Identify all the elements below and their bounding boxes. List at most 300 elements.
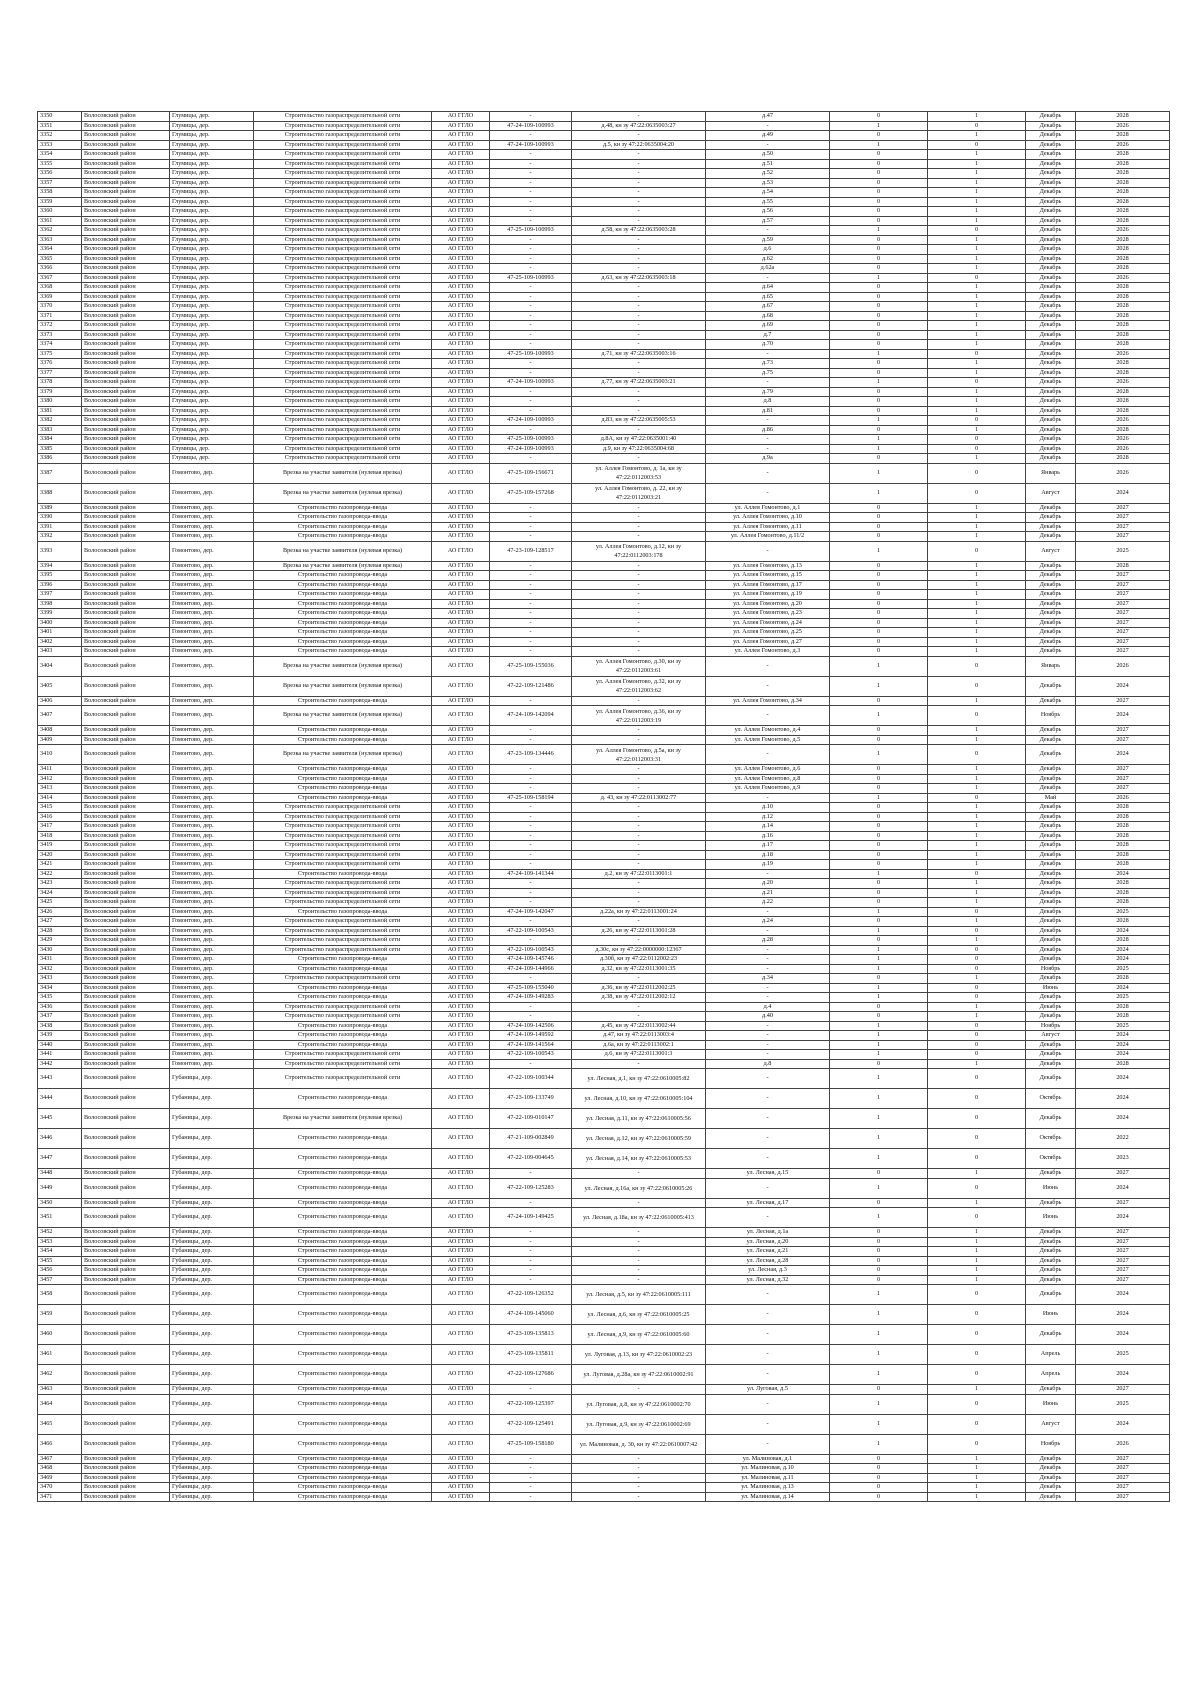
application-number-cell: 47-22-109-100543 xyxy=(490,1050,572,1060)
work-type-cell: Строительство газопровода-ввода xyxy=(254,637,432,647)
year-cell: 2028 xyxy=(1076,1012,1170,1022)
district-cell: Волосовский район xyxy=(82,1169,170,1179)
count-with-contract-cell: 0 xyxy=(830,292,928,302)
count-without-contract-cell: 0 xyxy=(928,1129,1026,1149)
cadastral-address-cell: ул. Лесная, д.18а, кн зу 47:22:0610005:413 xyxy=(572,1208,706,1228)
district-cell: Волосовский район xyxy=(82,264,170,274)
work-type-cell: Строительство газопровода-ввода xyxy=(254,726,432,736)
organization-cell: АО ГГЛО xyxy=(432,879,490,889)
count-with-contract-cell: 1 xyxy=(830,1050,928,1060)
application-number-cell: - xyxy=(490,1228,572,1238)
count-without-contract-cell: 0 xyxy=(928,706,1026,726)
district-cell: Волосовский район xyxy=(82,1483,170,1493)
year-cell: 2028 xyxy=(1076,406,1170,416)
count-without-contract-cell: 1 xyxy=(928,647,1026,657)
application-number-cell: - xyxy=(490,765,572,775)
settlement-cell: Глумицы, дер. xyxy=(170,169,254,179)
settlement-cell: Глумицы, дер. xyxy=(170,140,254,150)
table-row xyxy=(38,860,1170,870)
application-number-cell: - xyxy=(490,197,572,207)
cadastral-address-cell: - xyxy=(572,888,706,898)
cadastral-address-cell: - xyxy=(572,590,706,600)
house-address-cell: д.40 xyxy=(706,1012,830,1022)
count-with-contract-cell: 1 xyxy=(830,676,928,696)
count-without-contract-cell: 1 xyxy=(928,513,1026,523)
house-address-cell: ул. Аллея Гомонтово, д.10 xyxy=(706,513,830,523)
month-cell: Декабрь xyxy=(1026,1228,1076,1238)
row-number-cell: 3404 xyxy=(38,656,82,676)
district-cell: Волосовский район xyxy=(82,302,170,312)
row-number-cell: 3461 xyxy=(38,1345,82,1365)
year-cell: 2027 xyxy=(1076,1275,1170,1285)
application-number-cell: 47-24-109-141564 xyxy=(490,1040,572,1050)
month-cell: Декабрь xyxy=(1026,1050,1076,1060)
cadastral-address-cell: - xyxy=(572,637,706,647)
month-cell: Декабрь xyxy=(1026,879,1076,889)
settlement-cell: Гомонтово, дер. xyxy=(170,898,254,908)
row-number-cell: 3410 xyxy=(38,745,82,765)
table-row xyxy=(38,321,1170,331)
count-with-contract-cell: 1 xyxy=(830,483,928,503)
month-cell: Июнь xyxy=(1026,983,1076,993)
table-row xyxy=(38,1266,1170,1276)
house-address-cell: ул. Малиновая, д.13 xyxy=(706,1483,830,1493)
application-number-cell: - xyxy=(490,850,572,860)
settlement-cell: Гомонтово, дер. xyxy=(170,656,254,676)
work-type-cell: Строительство газораспределительной сети xyxy=(254,850,432,860)
organization-cell: АО ГГЛО xyxy=(432,131,490,141)
organization-cell: АО ГГЛО xyxy=(432,1040,490,1050)
organization-cell: АО ГГЛО xyxy=(432,283,490,293)
district-cell: Волосовский район xyxy=(82,1237,170,1247)
count-without-contract-cell: 0 xyxy=(928,1414,1026,1434)
row-number-cell: 3408 xyxy=(38,726,82,736)
row-number-cell: 3403 xyxy=(38,647,82,657)
count-with-contract-cell: 1 xyxy=(830,1129,928,1149)
row-number-cell: 3391 xyxy=(38,522,82,532)
row-number-cell: 3371 xyxy=(38,311,82,321)
organization-cell: АО ГГЛО xyxy=(432,513,490,523)
district-cell: Волосовский район xyxy=(82,706,170,726)
settlement-cell: Гомонтово, дер. xyxy=(170,974,254,984)
cadastral-address-cell: - xyxy=(572,765,706,775)
settlement-cell: Губаницы, дер. xyxy=(170,1492,254,1502)
year-cell: 2027 xyxy=(1076,571,1170,581)
work-type-cell: Строительство газопровода-ввода xyxy=(254,599,432,609)
count-with-contract-cell: 0 xyxy=(830,1228,928,1238)
work-type-cell: Врезка на участке заявителя (нулевая врезка) xyxy=(254,706,432,726)
year-cell: 2024 xyxy=(1076,926,1170,936)
cadastral-address-cell: - xyxy=(572,169,706,179)
organization-cell: АО ГГЛО xyxy=(432,609,490,619)
count-without-contract-cell: 0 xyxy=(928,1305,1026,1325)
count-with-contract-cell: 0 xyxy=(830,888,928,898)
house-address-cell: - xyxy=(706,140,830,150)
cadastral-address-cell: - xyxy=(572,1266,706,1276)
count-with-contract-cell: 0 xyxy=(830,330,928,340)
row-number-cell: 3401 xyxy=(38,628,82,638)
count-without-contract-cell: 0 xyxy=(928,121,1026,131)
count-without-contract-cell: 1 xyxy=(928,522,1026,532)
work-type-cell: Строительство газораспределительной сети xyxy=(254,974,432,984)
settlement-cell: Гомонтово, дер. xyxy=(170,522,254,532)
cadastral-address-cell: - xyxy=(572,784,706,794)
organization-cell: АО ГГЛО xyxy=(432,812,490,822)
year-cell: 2028 xyxy=(1076,321,1170,331)
table-row xyxy=(38,590,1170,600)
count-without-contract-cell: 0 xyxy=(928,993,1026,1003)
house-address-cell: - xyxy=(706,1129,830,1149)
cadastral-address-cell: ул. Луговая, д.9, кн зу 47:22:0610002:69 xyxy=(572,1414,706,1434)
count-with-contract-cell: 0 xyxy=(830,726,928,736)
settlement-cell: Губаницы, дер. xyxy=(170,1089,254,1109)
month-cell: Декабрь xyxy=(1026,869,1076,879)
organization-cell: АО ГГЛО xyxy=(432,1089,490,1109)
application-number-cell: - xyxy=(490,580,572,590)
district-cell: Волосовский район xyxy=(82,503,170,513)
work-type-cell: Строительство газораспределительной сети xyxy=(254,302,432,312)
count-without-contract-cell: 1 xyxy=(928,1169,1026,1179)
count-with-contract-cell: 0 xyxy=(830,1275,928,1285)
application-number-cell: 47-25-109-100993 xyxy=(490,435,572,445)
work-type-cell: Строительство газораспределительной сети xyxy=(254,831,432,841)
table-row xyxy=(38,812,1170,822)
organization-cell: АО ГГЛО xyxy=(432,955,490,965)
month-cell: Декабрь xyxy=(1026,121,1076,131)
year-cell: 2027 xyxy=(1076,1464,1170,1474)
organization-cell: АО ГГЛО xyxy=(432,1473,490,1483)
month-cell: Декабрь xyxy=(1026,273,1076,283)
work-type-cell: Строительство газопровода-ввода xyxy=(254,765,432,775)
count-without-contract-cell: 0 xyxy=(928,656,1026,676)
month-cell: Декабрь xyxy=(1026,745,1076,765)
month-cell: Декабрь xyxy=(1026,140,1076,150)
row-number-cell: 3379 xyxy=(38,387,82,397)
count-without-contract-cell: 1 xyxy=(928,1483,1026,1493)
district-cell: Волосовский район xyxy=(82,696,170,706)
row-number-cell: 3432 xyxy=(38,964,82,974)
work-type-cell: Строительство газораспределительной сети xyxy=(254,254,432,264)
district-cell: Волосовский район xyxy=(82,812,170,822)
cadastral-address-cell: - xyxy=(572,609,706,619)
table-row xyxy=(38,656,1170,676)
row-number-cell: 3446 xyxy=(38,1129,82,1149)
application-number-cell: 47-21-109-002849 xyxy=(490,1129,572,1149)
district-cell: Волосовский район xyxy=(82,349,170,359)
organization-cell: АО ГГЛО xyxy=(432,416,490,426)
district-cell: Волосовский район xyxy=(82,1492,170,1502)
district-cell: Волосовский район xyxy=(82,869,170,879)
table-row xyxy=(38,879,1170,889)
house-address-cell: д.16 xyxy=(706,831,830,841)
cadastral-address-cell: - xyxy=(572,571,706,581)
application-number-cell: 47-25-109-100993 xyxy=(490,349,572,359)
count-without-contract-cell: 0 xyxy=(928,793,1026,803)
house-address-cell: д.62а xyxy=(706,264,830,274)
year-cell: 2027 xyxy=(1076,1237,1170,1247)
settlement-cell: Гомонтово, дер. xyxy=(170,841,254,851)
row-number-cell: 3360 xyxy=(38,207,82,217)
house-address-cell: - xyxy=(706,541,830,561)
count-without-contract-cell: 1 xyxy=(928,571,1026,581)
application-number-cell: - xyxy=(490,188,572,198)
application-number-cell: - xyxy=(490,917,572,927)
settlement-cell: Губаницы, дер. xyxy=(170,1483,254,1493)
count-with-contract-cell: 0 xyxy=(830,264,928,274)
organization-cell: АО ГГЛО xyxy=(432,1208,490,1228)
month-cell: Ноябрь xyxy=(1026,964,1076,974)
work-type-cell: Строительство газораспределительной сети xyxy=(254,1059,432,1069)
month-cell: Декабрь xyxy=(1026,955,1076,965)
count-with-contract-cell: 0 xyxy=(830,159,928,169)
work-type-cell: Строительство газопровода-ввода xyxy=(254,696,432,706)
year-cell: 2026 xyxy=(1076,1434,1170,1454)
application-number-cell: - xyxy=(490,159,572,169)
month-cell: Декабрь xyxy=(1026,150,1076,160)
cadastral-address-cell: ул. Аллея Гомонтово, д. 22, кн зу 47:22:0112003:21 xyxy=(572,483,706,503)
row-number-cell: 3358 xyxy=(38,188,82,198)
cadastral-address-cell: ул. Аллея Гомонтово, д. 1а, кн зу 47:22:0112003:53 xyxy=(572,463,706,483)
row-number-cell: 3383 xyxy=(38,425,82,435)
row-number-cell: 3450 xyxy=(38,1198,82,1208)
district-cell: Волосовский район xyxy=(82,283,170,293)
organization-cell: АО ГГЛО xyxy=(432,1012,490,1022)
district-cell: Волосовский район xyxy=(82,463,170,483)
table-row xyxy=(38,936,1170,946)
cadastral-address-cell: - xyxy=(572,1492,706,1502)
house-address-cell: - xyxy=(706,1394,830,1414)
work-type-cell: Строительство газораспределительной сети xyxy=(254,917,432,927)
month-cell: Декабрь xyxy=(1026,1385,1076,1395)
house-address-cell: д.7 xyxy=(706,330,830,340)
application-number-cell: 47-23-109-133749 xyxy=(490,1089,572,1109)
count-with-contract-cell: 0 xyxy=(830,571,928,581)
application-number-cell: - xyxy=(490,1464,572,1474)
cadastral-address-cell: д.48, кн зу 47:22:0635003:27 xyxy=(572,121,706,131)
house-address-cell: - xyxy=(706,444,830,454)
count-without-contract-cell: 1 xyxy=(928,1247,1026,1257)
cadastral-address-cell: - xyxy=(572,368,706,378)
application-number-cell: - xyxy=(490,503,572,513)
table-row xyxy=(38,580,1170,590)
count-with-contract-cell: 0 xyxy=(830,340,928,350)
count-without-contract-cell: 1 xyxy=(928,387,1026,397)
organization-cell: АО ГГЛО xyxy=(432,590,490,600)
organization-cell: АО ГГЛО xyxy=(432,561,490,571)
organization-cell: АО ГГЛО xyxy=(432,311,490,321)
work-type-cell: Строительство газопровода-ввода xyxy=(254,793,432,803)
cadastral-address-cell: - xyxy=(572,1169,706,1179)
house-address-cell: - xyxy=(706,121,830,131)
count-without-contract-cell: 1 xyxy=(928,879,1026,889)
count-with-contract-cell: 0 xyxy=(830,1454,928,1464)
district-cell: Волосовский район xyxy=(82,1198,170,1208)
cadastral-address-cell: - xyxy=(572,1059,706,1069)
table-row xyxy=(38,349,1170,359)
month-cell: Декабрь xyxy=(1026,888,1076,898)
row-number-cell: 3368 xyxy=(38,283,82,293)
district-cell: Волосовский район xyxy=(82,454,170,464)
work-type-cell: Врезка на участке заявителя (нулевая врезка) xyxy=(254,745,432,765)
year-cell: 2028 xyxy=(1076,561,1170,571)
organization-cell: АО ГГЛО xyxy=(432,387,490,397)
count-with-contract-cell: 0 xyxy=(830,112,928,122)
organization-cell: АО ГГЛО xyxy=(432,907,490,917)
row-number-cell: 3369 xyxy=(38,292,82,302)
settlement-cell: Гомонтово, дер. xyxy=(170,784,254,794)
cadastral-address-cell: - xyxy=(572,406,706,416)
count-without-contract-cell: 1 xyxy=(928,340,1026,350)
application-number-cell: 47-24-109-149283 xyxy=(490,993,572,1003)
count-with-contract-cell: 1 xyxy=(830,1414,928,1434)
application-number-cell: 47-23-109-135813 xyxy=(490,1325,572,1345)
cadastral-address-cell: - xyxy=(572,1002,706,1012)
work-type-cell: Строительство газопровода-ввода xyxy=(254,1247,432,1257)
table-row xyxy=(38,765,1170,775)
count-without-contract-cell: 1 xyxy=(928,1198,1026,1208)
cadastral-address-cell: - xyxy=(572,197,706,207)
table-row xyxy=(38,454,1170,464)
settlement-cell: Гомонтово, дер. xyxy=(170,590,254,600)
house-address-cell: д.62 xyxy=(706,254,830,264)
cadastral-address-cell: - xyxy=(572,454,706,464)
work-type-cell: Строительство газораспределительной сети xyxy=(254,1050,432,1060)
district-cell: Волосовский район xyxy=(82,1089,170,1109)
district-cell: Волосовский район xyxy=(82,1473,170,1483)
organization-cell: АО ГГЛО xyxy=(432,522,490,532)
count-with-contract-cell: 1 xyxy=(830,983,928,993)
count-without-contract-cell: 1 xyxy=(928,898,1026,908)
year-cell: 2027 xyxy=(1076,1169,1170,1179)
application-number-cell: - xyxy=(490,311,572,321)
settlement-cell: Глумицы, дер. xyxy=(170,283,254,293)
row-number-cell: 3458 xyxy=(38,1285,82,1305)
application-number-cell: - xyxy=(490,1275,572,1285)
count-with-contract-cell: 0 xyxy=(830,637,928,647)
row-number-cell: 3420 xyxy=(38,850,82,860)
organization-cell: АО ГГЛО xyxy=(432,1228,490,1238)
application-number-cell: 47-25-109-158180 xyxy=(490,1434,572,1454)
organization-cell: АО ГГЛО xyxy=(432,1198,490,1208)
month-cell: Декабрь xyxy=(1026,169,1076,179)
organization-cell: АО ГГЛО xyxy=(432,169,490,179)
row-number-cell: 3364 xyxy=(38,245,82,255)
district-cell: Волосовский район xyxy=(82,917,170,927)
application-number-cell: 47-22-109-010147 xyxy=(490,1109,572,1129)
district-cell: Волосовский район xyxy=(82,1305,170,1325)
month-cell: Декабрь xyxy=(1026,1492,1076,1502)
organization-cell: АО ГГЛО xyxy=(432,599,490,609)
cadastral-address-cell: д.9, кн зу 47:22:0635004:68 xyxy=(572,444,706,454)
count-without-contract-cell: 1 xyxy=(928,425,1026,435)
count-with-contract-cell: 0 xyxy=(830,609,928,619)
application-number-cell: - xyxy=(490,207,572,217)
table-row xyxy=(38,541,1170,561)
application-number-cell: - xyxy=(490,822,572,832)
settlement-cell: Губаницы, дер. xyxy=(170,1069,254,1089)
cadastral-address-cell: - xyxy=(572,1464,706,1474)
organization-cell: АО ГГЛО xyxy=(432,571,490,581)
settlement-cell: Глумицы, дер. xyxy=(170,245,254,255)
count-with-contract-cell: 0 xyxy=(830,1012,928,1022)
organization-cell: АО ГГЛО xyxy=(432,726,490,736)
settlement-cell: Гомонтово, дер. xyxy=(170,532,254,542)
house-address-cell: - xyxy=(706,656,830,676)
month-cell: Декабрь xyxy=(1026,1464,1076,1474)
settlement-cell: Глумицы, дер. xyxy=(170,112,254,122)
application-number-cell: - xyxy=(490,264,572,274)
settlement-cell: Губаницы, дер. xyxy=(170,1266,254,1276)
settlement-cell: Гомонтово, дер. xyxy=(170,647,254,657)
organization-cell: АО ГГЛО xyxy=(432,784,490,794)
count-without-contract-cell: 1 xyxy=(928,974,1026,984)
count-with-contract-cell: 0 xyxy=(830,1237,928,1247)
count-with-contract-cell: 0 xyxy=(830,283,928,293)
year-cell: 2028 xyxy=(1076,112,1170,122)
organization-cell: АО ГГЛО xyxy=(432,676,490,696)
house-address-cell: - xyxy=(706,463,830,483)
row-number-cell: 3395 xyxy=(38,571,82,581)
row-number-cell: 3430 xyxy=(38,945,82,955)
house-address-cell: ул. Аллея Гомонтово, д.6 xyxy=(706,765,830,775)
count-without-contract-cell: 0 xyxy=(928,1149,1026,1169)
cadastral-address-cell: - xyxy=(572,216,706,226)
cadastral-address-cell: - xyxy=(572,188,706,198)
house-address-cell: д.9а xyxy=(706,454,830,464)
house-address-cell: д.81 xyxy=(706,406,830,416)
application-number-cell: - xyxy=(490,1237,572,1247)
organization-cell: АО ГГЛО xyxy=(432,235,490,245)
table-row xyxy=(38,1275,1170,1285)
work-type-cell: Строительство газопровода-ввода xyxy=(254,532,432,542)
application-number-cell: - xyxy=(490,628,572,638)
row-number-cell: 3370 xyxy=(38,302,82,312)
work-type-cell: Строительство газораспределительной сети xyxy=(254,387,432,397)
organization-cell: АО ГГЛО xyxy=(432,983,490,993)
work-type-cell: Строительство газопровода-ввода xyxy=(254,1031,432,1041)
district-cell: Волосовский район xyxy=(82,618,170,628)
row-number-cell: 3405 xyxy=(38,676,82,696)
year-cell: 2027 xyxy=(1076,513,1170,523)
year-cell: 2025 xyxy=(1076,1021,1170,1031)
house-address-cell: - xyxy=(706,1414,830,1434)
count-with-contract-cell: 0 xyxy=(830,898,928,908)
work-type-cell: Строительство газопровода-ввода xyxy=(254,993,432,1003)
table-row xyxy=(38,1385,1170,1395)
table-row xyxy=(38,425,1170,435)
settlement-cell: Глумицы, дер. xyxy=(170,359,254,369)
house-address-cell: - xyxy=(706,1345,830,1365)
application-number-cell: 47-24-109-100993 xyxy=(490,378,572,388)
month-cell: Декабрь xyxy=(1026,1012,1076,1022)
row-number-cell: 3467 xyxy=(38,1454,82,1464)
row-number-cell: 3388 xyxy=(38,483,82,503)
count-with-contract-cell: 0 xyxy=(830,735,928,745)
month-cell: Декабрь xyxy=(1026,302,1076,312)
application-number-cell: 47-22-109-004645 xyxy=(490,1149,572,1169)
application-number-cell: 47-22-109-126352 xyxy=(490,1285,572,1305)
application-number-cell: - xyxy=(490,898,572,908)
table-row xyxy=(38,1492,1170,1502)
count-without-contract-cell: 1 xyxy=(928,1464,1026,1474)
table-row xyxy=(38,1198,1170,1208)
month-cell: Декабрь xyxy=(1026,1325,1076,1345)
year-cell: 2028 xyxy=(1076,292,1170,302)
settlement-cell: Гомонтово, дер. xyxy=(170,676,254,696)
year-cell: 2027 xyxy=(1076,774,1170,784)
work-type-cell: Строительство газораспределительной сети xyxy=(254,283,432,293)
work-type-cell: Строительство газопровода-ввода xyxy=(254,1198,432,1208)
